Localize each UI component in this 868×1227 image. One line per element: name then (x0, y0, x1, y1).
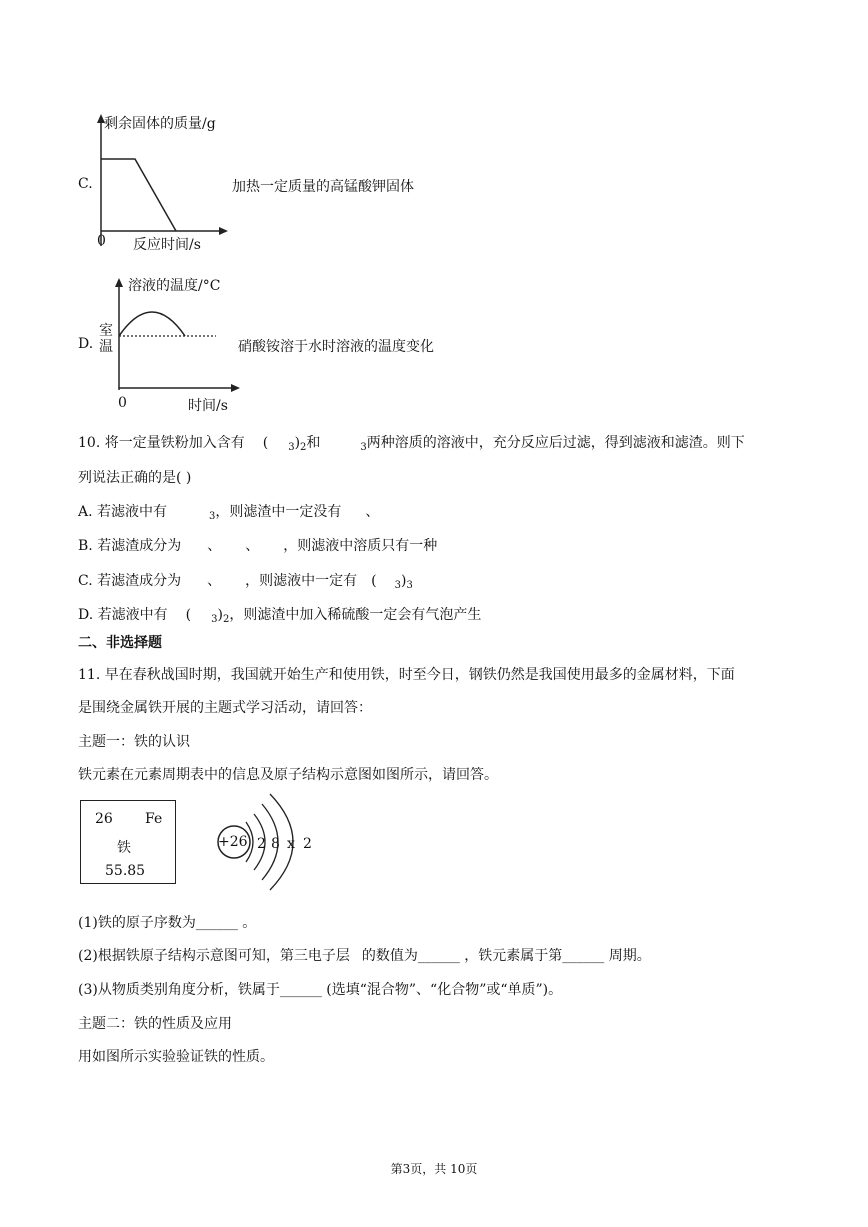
q11-theme1: 主题一：铁的认识 (78, 734, 190, 750)
shell-1-count: 2 (257, 836, 266, 852)
atomic-mass: 55.85 (105, 863, 146, 879)
option-c-y-label: 剩余固体的质量/g (104, 116, 216, 132)
q10-option-c: C. 若滤渣成分为 、 ，则滤液中一定有 ( $_3)_3$ (78, 573, 413, 591)
page-footer: 第3页，共 10页 (390, 1162, 478, 1176)
option-d-room-label-1: 室 (99, 323, 113, 339)
option-d-x-label: 时间/s (188, 398, 228, 414)
option-c-description: 加热一定质量的高锰酸钾固体 (232, 179, 414, 195)
temperature-curve (119, 312, 185, 336)
shell-2-count: 8 (271, 836, 280, 852)
nucleus-charge: +26 (218, 834, 248, 850)
element-name: 铁 (117, 840, 131, 856)
q11-sub1: (1)铁的原子序数为______ 。 (78, 915, 257, 931)
option-c-origin: 0 (97, 233, 106, 249)
q10-option-b: B. 若滤渣成分为 、 、 ，则滤液中溶质只有一种 (78, 538, 438, 554)
q11-info: 铁元素在元素周期表中的信息及原子结构示意图如图所示，请回答。 (78, 767, 498, 783)
q11-sub2: (2)根据铁原子结构示意图可知，第三电子层 的数值为______ ，铁元素属于第______ 周期。 (78, 948, 651, 964)
y-axis-arrow (115, 278, 123, 287)
q10-line1: 10. 将一定量铁粉加入含有 ( $_3)_2$和 $_3$两种溶质的溶液中，充分反应后过滤，得到滤液和滤渣。则下 (78, 435, 745, 453)
q11-theme2: 主题二：铁的性质及应用 (78, 1016, 232, 1032)
q10-option-a: A. 若滤液中有 $_3$，则滤渣中一定没有 、 (78, 504, 380, 522)
shell-4-count: 2 (303, 836, 312, 852)
shell-3-count: x (287, 836, 295, 852)
q11-experiment: 用如图所示实验验证铁的性质。 (78, 1049, 274, 1065)
option-d-letter: D. (78, 336, 94, 352)
q10-option-d: D. 若滤液中有 ( $_3)_2$，则滤渣中加入稀硫酸一定会有气泡产生 (78, 607, 482, 625)
q11-sub3: (3)从物质类别角度分析，铁属于______ (选填“混合物”、“化合物”或“单质”)。 (78, 982, 563, 998)
option-d-description: 硝酸铵溶于水时溶液的温度变化 (238, 339, 434, 355)
option-d-y-label: 溶液的温度/°C (128, 278, 221, 294)
q11-line2: 是围绕金属铁开展的主题式学习活动，请回答： (78, 700, 372, 716)
option-c-x-label: 反应时间/s (133, 237, 201, 253)
q10-line2: 列说法正确的是( ) (78, 470, 192, 486)
element-symbol: Fe (145, 811, 163, 827)
section-title: 二、非选择题 (78, 635, 162, 651)
option-d-room-label-2: 温 (99, 339, 113, 355)
q11-line1: 11. 早在春秋战国时期，我国就开始生产和使用铁，时至今日，钢铁仍然是我国使用最多的金属材料，下面 (78, 667, 735, 683)
option-d-origin: 0 (118, 395, 127, 411)
mass-curve (101, 159, 176, 231)
periodic-table-cell (80, 800, 176, 884)
option-c-letter: C. (78, 176, 93, 192)
x-axis-arrow (219, 227, 228, 235)
x-axis-arrow (231, 384, 240, 392)
atomic-number: 26 (95, 811, 113, 827)
